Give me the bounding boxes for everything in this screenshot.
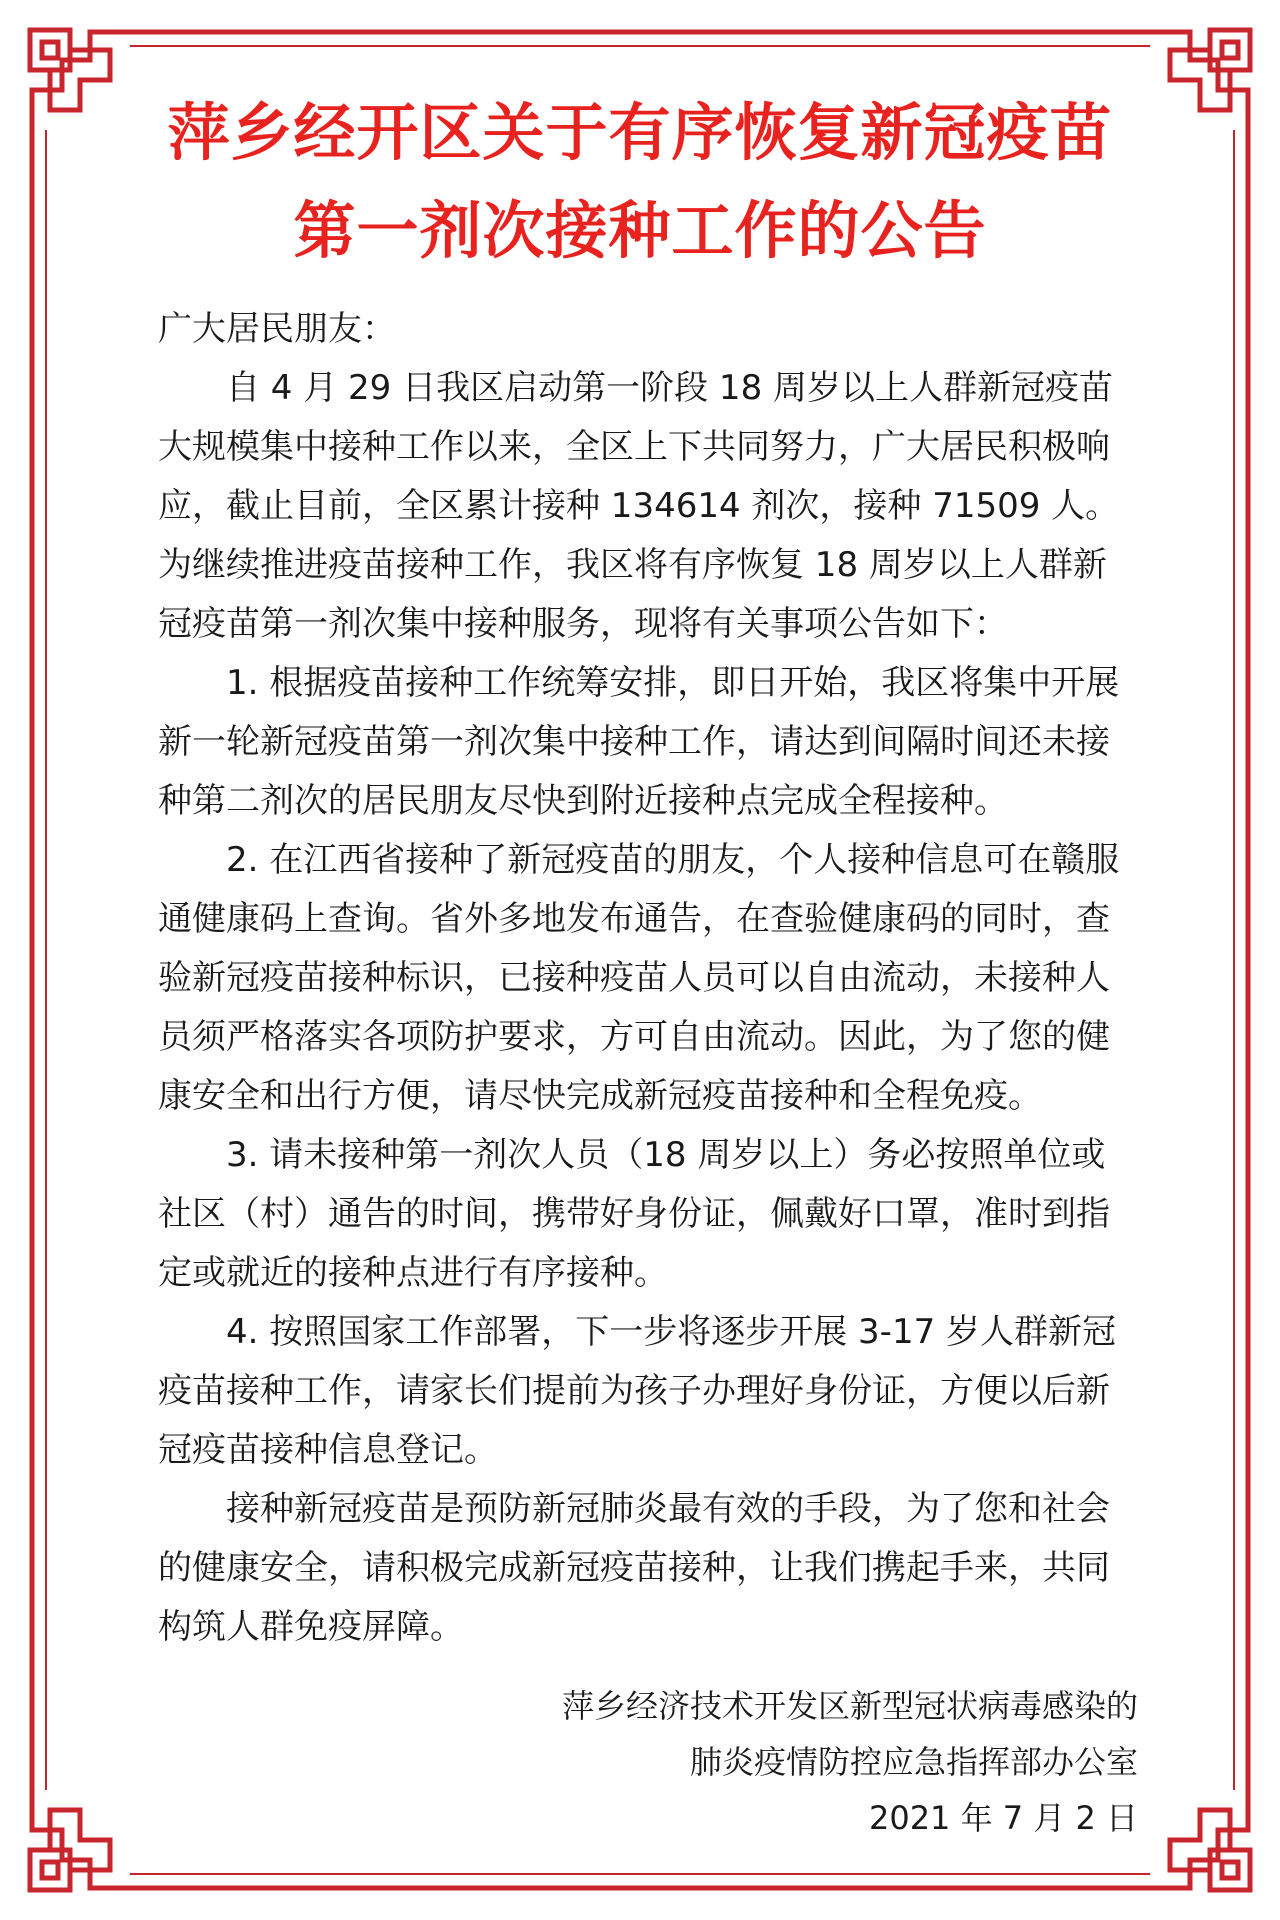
signature-org-line2: 肺炎疫情防控应急指挥部办公室 <box>689 1743 1138 1781</box>
paragraph-item-1: 1. 根据疫苗接种工作统筹安排，即日开始，我区将集中开展新一轮新冠疫苗第一剂次集中接种工作，请达到间隔时间还未接种第二剂次的居民朋友尽快到附近接种点完成全程接种。 <box>158 663 1120 821</box>
salutation: 广大居民朋友： <box>158 309 396 349</box>
signature-org-line1: 萍乡经济技术开发区新型冠状病毒感染的 <box>561 1687 1138 1725</box>
notice-body <box>158 359 1138 1657</box>
signature-date: 2021 年 7 月 2 日 <box>868 1799 1138 1837</box>
notice-title-line2: 第一剂次接种工作的公告 <box>293 194 987 267</box>
paragraph-item-3: 3. 请未接种第一剂次人员（18 周岁以上）务必按照单位或社区（村）通告的时间，携带好身份证，佩戴好口罩，准时到指定或就近的接种点进行有序接种。 <box>158 1135 1110 1293</box>
paragraph-intro: 自 4 月 29 日我区启动第一阶段 18 周岁以上人群新冠疫苗大规模集中接种工作以来，全区上下共同努力，广大居民积极响应，截止目前，全区累计接种 134614 剂次，接种 71509 人。为继续推进疫苗接种工作，我区将有序恢复 18 周岁以上人群新冠疫苗第一剂次集中接种服务，现将有关事项公告如下： <box>158 368 1120 644</box>
signature-block <box>562 1678 1138 1846</box>
paragraph-item-4: 4. 按照国家工作部署，下一步将逐步开展 3-17 岁人群新冠疫苗接种工作，请家长们提前为孩子办理好身份证，方便以后新冠疫苗接种信息登记。 <box>158 1312 1117 1470</box>
paragraph-item-2: 2. 在江西省接种了新冠疫苗的朋友，个人接种信息可在赣服通健康码上查询。省外多地发布通告，在查验健康码的同时，查验新冠疫苗接种标识，已接种疫苗人员可以自由流动，未接种人员须严格落实各项防护要求，方可自由流动。因此，为了您的健康安全和出行方便，请尽快完成新冠疫苗接种和全程免疫。 <box>158 840 1120 1116</box>
paragraph-closing: 接种新冠疫苗是预防新冠肺炎最有效的手段，为了您和社会的健康安全，请积极完成新冠疫苗接种，让我们携起手来，共同构筑人群免疫屏障。 <box>158 1489 1110 1647</box>
notice-title-line1: 萍乡经开区关于有序恢复新冠疫苗 <box>167 96 1113 169</box>
